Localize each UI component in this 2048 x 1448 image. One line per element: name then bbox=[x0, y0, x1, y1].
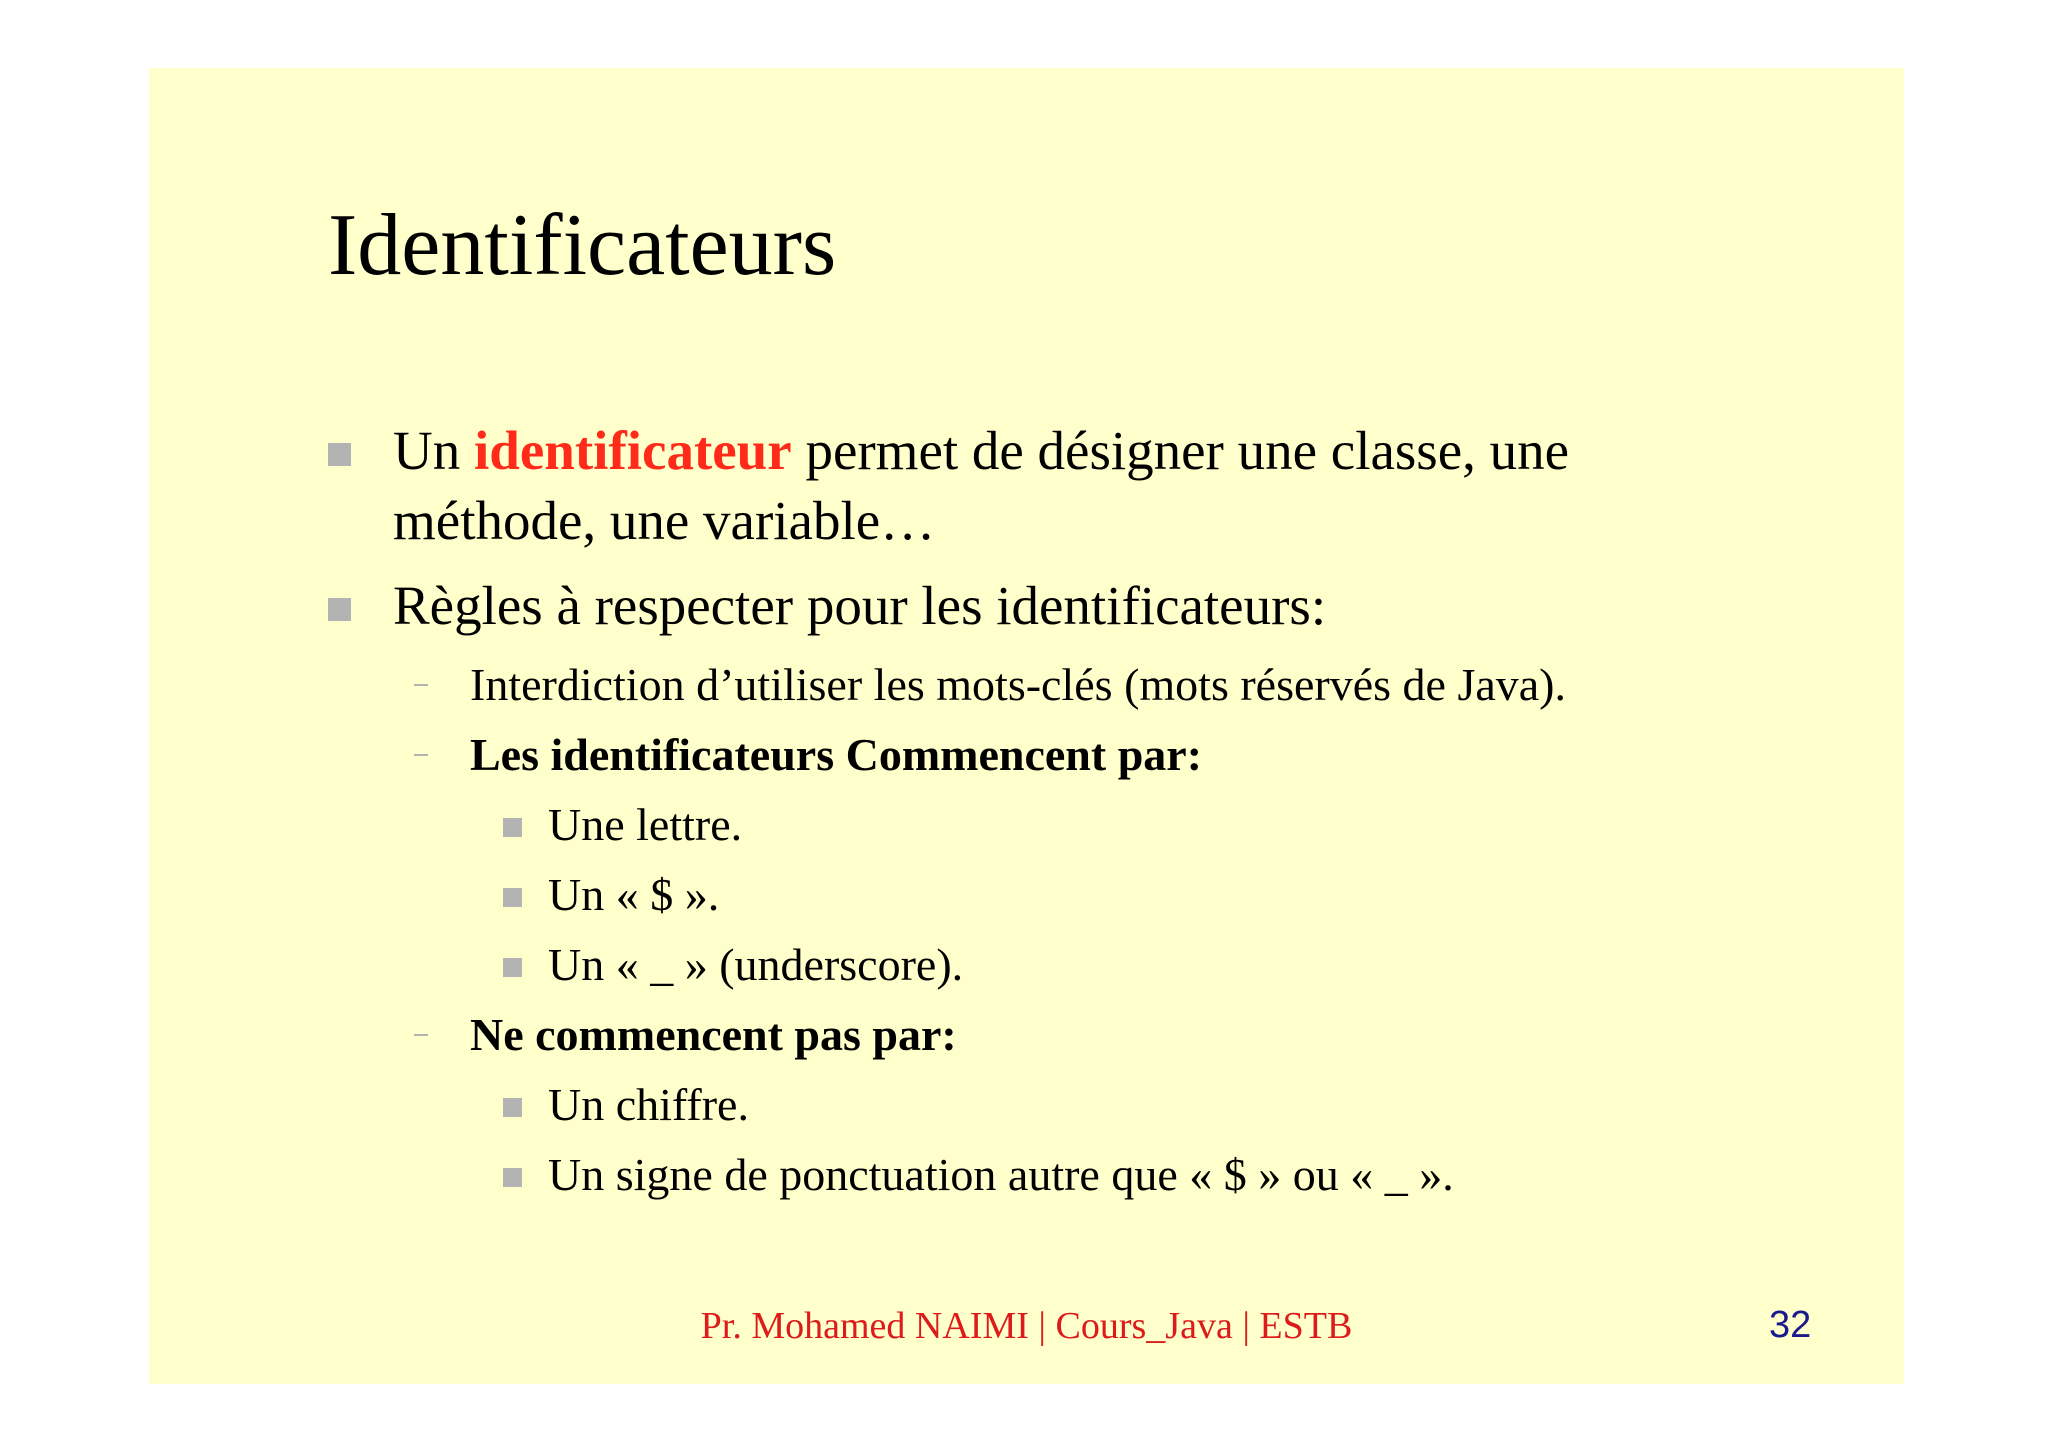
bullet-line-1 bbox=[393, 416, 1743, 486]
slide-footer: Pr. Mohamed NAIMI | Cours_Java | ESTB bbox=[700, 1305, 1353, 1347]
sub-bullet-interdiction bbox=[470, 656, 1566, 714]
list-item bbox=[548, 796, 742, 854]
square-bullet-icon bbox=[328, 443, 351, 466]
dash-bullet-icon bbox=[414, 684, 428, 686]
slide-title: Identificateurs bbox=[328, 197, 837, 294]
sub-bullet-commencent bbox=[470, 726, 1202, 784]
sub-bullet-text: Ne commencent pas par: bbox=[470, 1009, 957, 1060]
list-item bbox=[548, 1076, 749, 1134]
square-bullet-icon bbox=[328, 598, 351, 621]
bullet-rules-text: Règles à respecter pour les identificateurs: bbox=[393, 575, 1327, 636]
square-bullet-icon bbox=[503, 888, 522, 907]
square-bullet-icon bbox=[503, 958, 522, 977]
slide bbox=[149, 68, 1904, 1384]
bullet-identificateur bbox=[393, 416, 1743, 556]
list-item bbox=[548, 866, 719, 924]
list-item-text: Un signe de ponctuation autre que « $ » ou « _ ». bbox=[548, 1149, 1454, 1200]
square-bullet-icon bbox=[503, 818, 522, 837]
list-item-text: Un « _ » (underscore). bbox=[548, 939, 964, 990]
bullet-rest: permet de désigner une classe, une bbox=[791, 420, 1570, 481]
list-item-text: Un « $ ». bbox=[548, 869, 720, 920]
list-item-text: Un chiffre. bbox=[548, 1079, 749, 1130]
page-number: 32 bbox=[1769, 1304, 1812, 1346]
sub-bullet-text: Les identificateurs Commencent par: bbox=[470, 729, 1203, 780]
bullet-prefix: Un bbox=[393, 420, 474, 481]
sub-bullet-text: Interdiction d’utiliser les mots-clés (mots réservés de Java). bbox=[470, 659, 1567, 710]
dash-bullet-icon bbox=[414, 754, 428, 756]
sub-bullet-ne-commencent bbox=[470, 1006, 957, 1064]
square-bullet-icon bbox=[503, 1098, 522, 1117]
list-item-text: Une lettre. bbox=[548, 799, 743, 850]
square-bullet-icon bbox=[503, 1168, 522, 1187]
list-item bbox=[548, 936, 963, 994]
bullet-line-2: méthode, une variable… bbox=[393, 490, 936, 551]
list-item bbox=[548, 1146, 1454, 1204]
highlight-term: identificateur bbox=[473, 420, 792, 481]
dash-bullet-icon bbox=[414, 1034, 428, 1036]
bullet-rules bbox=[393, 571, 1743, 641]
